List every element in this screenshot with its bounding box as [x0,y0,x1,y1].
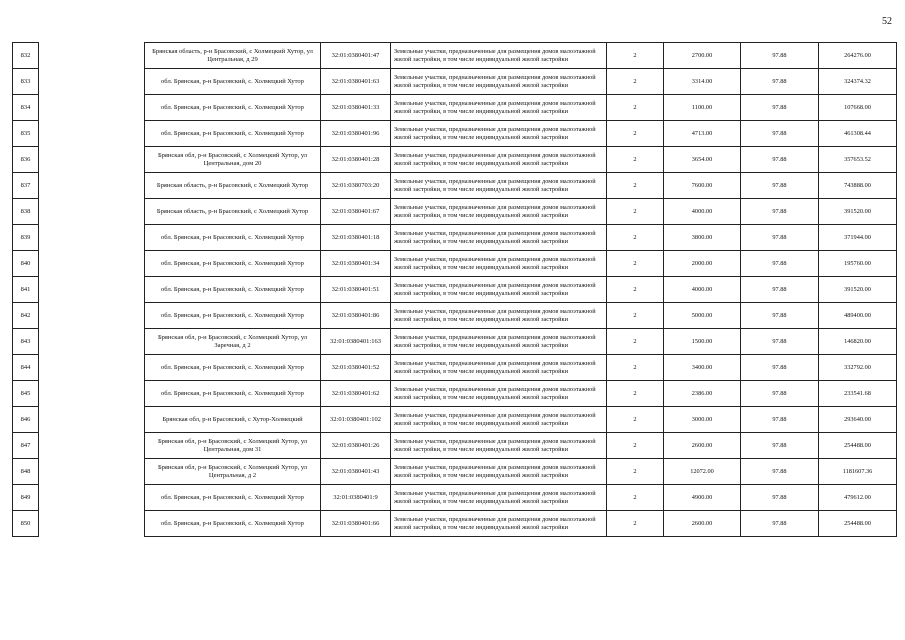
land-use-cell: Земельные участки, предназначенные для размещения домов малоэтажной жилой застройки, в том числе индивидуальной жилой застройки [391,459,607,485]
group-cell: 2 [607,381,664,407]
cadastral-value-cell: 1181607.36 [819,459,897,485]
row-number: 846 [13,407,39,433]
group-cell: 2 [607,147,664,173]
land-use-cell: Земельные участки, предназначенные для размещения домов малоэтажной жилой застройки, в том числе индивидуальной жилой застройки [391,485,607,511]
address-cell: Брянская обл, р-н Брасовский, с Холмецкий Хутор, ул Центральная, дом 20 [145,147,321,173]
table-row [13,303,897,329]
table-row [13,251,897,277]
cadastral-value-cell: 146820.00 [819,329,897,355]
area-cell: 7600.00 [664,173,741,199]
address-cell: обл. Брянская, р-н Брасовский, с. Холмецкий Хутор [145,485,321,511]
cadastral-number-cell: 32:01:0380401:96 [321,121,391,147]
table-row [13,173,897,199]
table-row [13,511,897,537]
empty-cell [39,95,145,121]
row-number: 836 [13,147,39,173]
table-row [13,355,897,381]
rate-cell: 97.88 [741,381,819,407]
address-cell: обл. Брянская, р-н Брасовский, с. Холмецкий Хутор [145,69,321,95]
empty-cell [39,173,145,199]
cadastral-number-cell: 32:01:0380401:33 [321,95,391,121]
group-cell: 2 [607,225,664,251]
address-cell: Брянская область, р-н Брасовский, с Холмецкий Хутор [145,173,321,199]
address-cell: обл. Брянская, р-н Брасовский, с. Холмецкий Хутор [145,355,321,381]
empty-cell [39,199,145,225]
group-cell: 2 [607,43,664,69]
address-cell: обл. Брянская, р-н Брасовский, с. Холмецкий Хутор [145,303,321,329]
land-use-cell: Земельные участки, предназначенные для размещения домов малоэтажной жилой застройки, в том числе индивидуальной жилой застройки [391,355,607,381]
address-cell: Брянская обл, р-н Брасовский, с Холмецкий Хутор, ул Центральная, д 2 [145,459,321,485]
row-number: 833 [13,69,39,95]
table-row [13,95,897,121]
empty-cell [39,69,145,95]
empty-cell [39,511,145,537]
cadastral-value-cell: 391520.00 [819,199,897,225]
rate-cell: 97.88 [741,485,819,511]
rate-cell: 97.88 [741,95,819,121]
group-cell: 2 [607,355,664,381]
cadastral-value-cell: 254488.00 [819,433,897,459]
row-number: 839 [13,225,39,251]
rate-cell: 97.88 [741,511,819,537]
cadastral-value-cell: 233541.68 [819,381,897,407]
row-number: 849 [13,485,39,511]
land-use-cell: Земельные участки, предназначенные для размещения домов малоэтажной жилой застройки, в том числе индивидуальной жилой застройки [391,407,607,433]
cadastral-value-cell: 324374.32 [819,69,897,95]
group-cell: 2 [607,251,664,277]
table-row [13,407,897,433]
row-number: 840 [13,251,39,277]
group-cell: 2 [607,433,664,459]
row-number: 850 [13,511,39,537]
cadastral-value-cell: 357653.52 [819,147,897,173]
empty-cell [39,121,145,147]
cadastral-value-cell: 479612.00 [819,485,897,511]
cadastral-value-cell: 293640.00 [819,407,897,433]
rate-cell: 97.88 [741,303,819,329]
area-cell: 2700.00 [664,43,741,69]
rate-cell: 97.88 [741,121,819,147]
area-cell: 3800.00 [664,225,741,251]
cadastral-number-cell: 32:01:0380401:43 [321,459,391,485]
empty-cell [39,355,145,381]
table-row [13,433,897,459]
table-row [13,147,897,173]
address-cell: обл. Брянская, р-н Брасовский, с. Холмецкий Хутор [145,225,321,251]
rate-cell: 97.88 [741,407,819,433]
cadastral-value-cell: 743888.00 [819,173,897,199]
rate-cell: 97.88 [741,69,819,95]
rate-cell: 97.88 [741,277,819,303]
table-row [13,43,897,69]
table-row [13,225,897,251]
empty-cell [39,277,145,303]
land-plot-table [12,42,897,537]
table-row [13,329,897,355]
cadastral-value-cell: 254488.00 [819,511,897,537]
cadastral-number-cell: 32:01:0380401:163 [321,329,391,355]
group-cell: 2 [607,69,664,95]
cadastral-value-cell: 195760.00 [819,251,897,277]
cadastral-number-cell: 32:01:0380401:63 [321,69,391,95]
land-use-cell: Земельные участки, предназначенные для размещения домов малоэтажной жилой застройки, в том числе индивидуальной жилой застройки [391,199,607,225]
cadastral-value-cell: 332792.00 [819,355,897,381]
area-cell: 2600.00 [664,433,741,459]
area-cell: 1100.00 [664,95,741,121]
address-cell: Брянская обл, р-н Брасовский, с Холмецкий Хутор, ул Центральная, дом 31 [145,433,321,459]
address-cell: обл. Брянская, р-н Брасовский, с. Холмецкий Хутор [145,95,321,121]
land-use-cell: Земельные участки, предназначенные для размещения домов малоэтажной жилой застройки, в том числе индивидуальной жилой застройки [391,173,607,199]
row-number: 841 [13,277,39,303]
land-use-cell: Земельные участки, предназначенные для размещения домов малоэтажной жилой застройки, в том числе индивидуальной жилой застройки [391,277,607,303]
area-cell: 3400.00 [664,355,741,381]
cadastral-number-cell: 32:01:0380401:34 [321,251,391,277]
table-body [13,43,897,537]
cadastral-number-cell: 32:01:0380401:28 [321,147,391,173]
row-number: 838 [13,199,39,225]
empty-cell [39,407,145,433]
address-cell: Брянская область, р-н Брасовский, с Холмецкий Хутор, ул Центральная, д 29 [145,43,321,69]
cadastral-number-cell: 32:01:0380401:18 [321,225,391,251]
group-cell: 2 [607,459,664,485]
land-use-cell: Земельные участки, предназначенные для размещения домов малоэтажной жилой застройки, в том числе индивидуальной жилой застройки [391,381,607,407]
empty-cell [39,147,145,173]
group-cell: 2 [607,121,664,147]
address-cell: Брянская обл, р-н Брасовский, с Хутор-Холмецкий [145,407,321,433]
land-use-cell: Земельные участки, предназначенные для размещения домов малоэтажной жилой застройки, в том числе индивидуальной жилой застройки [391,95,607,121]
cadastral-number-cell: 32:01:0380401:67 [321,199,391,225]
cadastral-number-cell: 32:01:0380401:51 [321,277,391,303]
land-use-cell: Земельные участки, предназначенные для размещения домов малоэтажной жилой застройки, в том числе индивидуальной жилой застройки [391,225,607,251]
empty-cell [39,251,145,277]
cadastral-number-cell: 32:01:0380401:9 [321,485,391,511]
area-cell: 4713.00 [664,121,741,147]
cadastral-number-cell: 32:01:0380401:26 [321,433,391,459]
group-cell: 2 [607,173,664,199]
cadastral-number-cell: 32:01:0380401:66 [321,511,391,537]
cadastral-number-cell: 32:01:0380401:52 [321,355,391,381]
area-cell: 5000.00 [664,303,741,329]
area-cell: 2386.00 [664,381,741,407]
table-row [13,459,897,485]
cadastral-number-cell: 32:01:0380703:20 [321,173,391,199]
empty-cell [39,459,145,485]
row-number: 834 [13,95,39,121]
group-cell: 2 [607,199,664,225]
empty-cell [39,329,145,355]
row-number: 848 [13,459,39,485]
rate-cell: 97.88 [741,459,819,485]
cadastral-value-cell: 264276.00 [819,43,897,69]
row-number: 842 [13,303,39,329]
address-cell: Брянская область, р-н Брасовский, с Холмецкий Хутор [145,199,321,225]
address-cell: обл. Брянская, р-н Брасовский, с. Холмецкий Хутор [145,511,321,537]
address-cell: Брянская обл, р-н Брасовский, с Холмецкий Хутор, ул Заречная, д 2 [145,329,321,355]
land-use-cell: Земельные участки, предназначенные для размещения домов малоэтажной жилой застройки, в том числе индивидуальной жилой застройки [391,433,607,459]
empty-cell [39,485,145,511]
area-cell: 1500.00 [664,329,741,355]
cadastral-number-cell: 32:01:0380401:86 [321,303,391,329]
area-cell: 3000.00 [664,407,741,433]
group-cell: 2 [607,329,664,355]
cadastral-value-cell: 107668.00 [819,95,897,121]
table-row [13,277,897,303]
address-cell: обл. Брянская, р-н Брасовский, с. Холмецкий Хутор [145,277,321,303]
group-cell: 2 [607,511,664,537]
row-number: 832 [13,43,39,69]
group-cell: 2 [607,277,664,303]
table-row [13,485,897,511]
cadastral-number-cell: 32:01:0380401:62 [321,381,391,407]
address-cell: обл. Брянская, р-н Брасовский, с. Холмецкий Хутор [145,251,321,277]
land-use-cell: Земельные участки, предназначенные для размещения домов малоэтажной жилой застройки, в том числе индивидуальной жилой застройки [391,147,607,173]
land-use-cell: Земельные участки, предназначенные для размещения домов малоэтажной жилой застройки, в том числе индивидуальной жилой застройки [391,511,607,537]
area-cell: 4900.00 [664,485,741,511]
area-cell: 12072.00 [664,459,741,485]
rate-cell: 97.88 [741,225,819,251]
row-number: 835 [13,121,39,147]
cadastral-value-cell: 489400.00 [819,303,897,329]
row-number: 847 [13,433,39,459]
area-cell: 3654.00 [664,147,741,173]
area-cell: 4000.00 [664,199,741,225]
table-row [13,69,897,95]
rate-cell: 97.88 [741,43,819,69]
area-cell: 4000.00 [664,277,741,303]
cadastral-value-cell: 461308.44 [819,121,897,147]
area-cell: 2000.00 [664,251,741,277]
cadastral-value-cell: 391520.00 [819,277,897,303]
group-cell: 2 [607,485,664,511]
empty-cell [39,303,145,329]
cadastral-value-cell: 371944.00 [819,225,897,251]
table-row [13,199,897,225]
land-use-cell: Земельные участки, предназначенные для размещения домов малоэтажной жилой застройки, в том числе индивидуальной жилой застройки [391,303,607,329]
row-number: 844 [13,355,39,381]
empty-cell [39,433,145,459]
rate-cell: 97.88 [741,147,819,173]
rate-cell: 97.88 [741,355,819,381]
area-cell: 2600.00 [664,511,741,537]
address-cell: обл. Брянская, р-н Брасовский, с. Холмецкий Хутор [145,121,321,147]
row-number: 837 [13,173,39,199]
group-cell: 2 [607,407,664,433]
rate-cell: 97.88 [741,433,819,459]
empty-cell [39,381,145,407]
land-use-cell: Земельные участки, предназначенные для размещения домов малоэтажной жилой застройки, в том числе индивидуальной жилой застройки [391,251,607,277]
cadastral-number-cell: 32:01:0380401:102 [321,407,391,433]
table-row [13,381,897,407]
rate-cell: 97.88 [741,173,819,199]
page-number: 52 [882,16,892,27]
land-use-cell: Земельные участки, предназначенные для размещения домов малоэтажной жилой застройки, в том числе индивидуальной жилой застройки [391,329,607,355]
rate-cell: 97.88 [741,251,819,277]
empty-cell [39,225,145,251]
group-cell: 2 [607,95,664,121]
group-cell: 2 [607,303,664,329]
area-cell: 3314.00 [664,69,741,95]
rate-cell: 97.88 [741,199,819,225]
land-use-cell: Земельные участки, предназначенные для размещения домов малоэтажной жилой застройки, в том числе индивидуальной жилой застройки [391,43,607,69]
row-number: 845 [13,381,39,407]
address-cell: обл. Брянская, р-н Брасовский, с. Холмецкий Хутор [145,381,321,407]
rate-cell: 97.88 [741,329,819,355]
row-number: 843 [13,329,39,355]
empty-cell [39,43,145,69]
cadastral-number-cell: 32:01:0380401:47 [321,43,391,69]
table-row [13,121,897,147]
land-use-cell: Земельные участки, предназначенные для размещения домов малоэтажной жилой застройки, в том числе индивидуальной жилой застройки [391,69,607,95]
land-use-cell: Земельные участки, предназначенные для размещения домов малоэтажной жилой застройки, в том числе индивидуальной жилой застройки [391,121,607,147]
